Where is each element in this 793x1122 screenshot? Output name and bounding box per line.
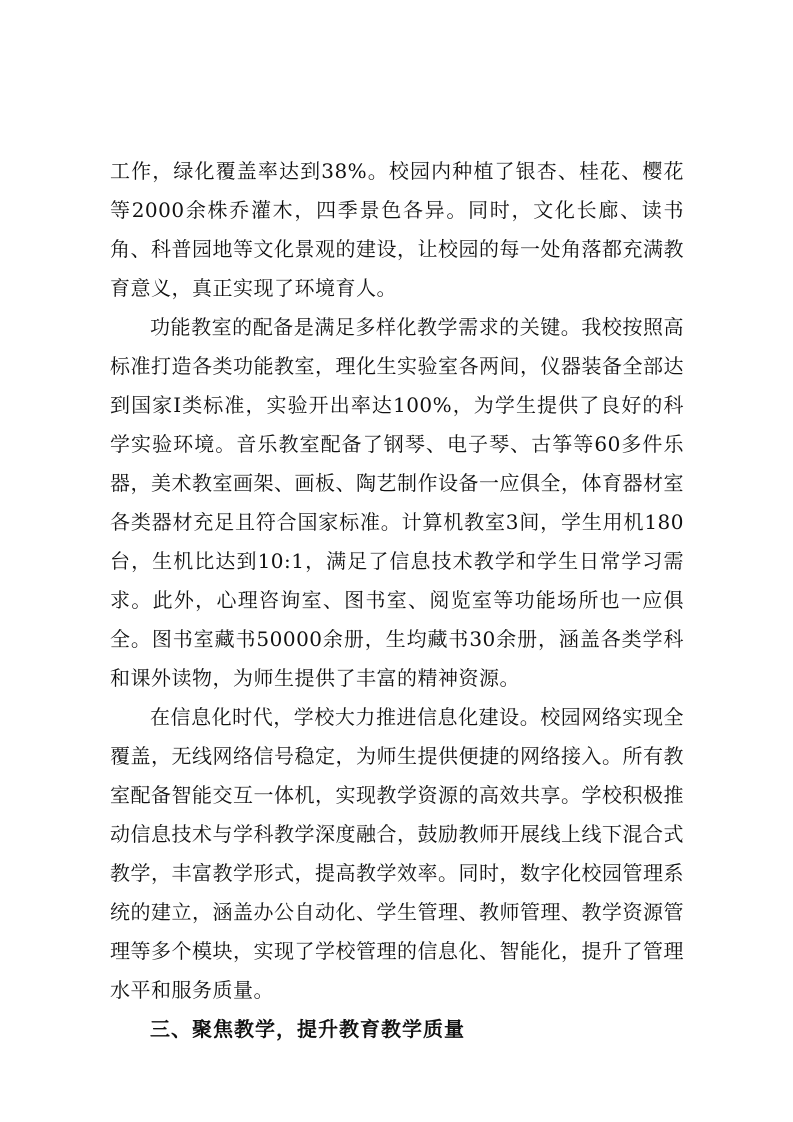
paragraph-informatization: 在信息化时代，学校大力推进信息化建设。校园网络实现全覆盖，无线网络信号稳定，为师生提供便捷的网络接入。所有教室配备智能交互一体机，实现教学资源的高效共享。学校积极推动信息技术与学科教学深度融合，鼓励教师开展线上线下混合式教学，丰富教学形式，提高教学效率。同时，数字化校园管理系统的建立，涵盖办公自动化、学生管理、教师管理、教学资源管理等多个模块，实现了学校管理的信息化、智能化，提升了管理水平和服务质量。 <box>110 705 684 1002</box>
paragraph-functional-classrooms: 功能教室的配备是满足多样化教学需求的关键。我校按照高标准打造各类功能教室，理化生实验室各两间，仪器装备全部达到国家I类标准，实验开出率达100%，为学生提供了良好的科学实验环境。音乐教室配备了钢琴、电子琴、古筝等60多件乐器，美术教室画架、画板、陶艺制作设备一应俱全，体育器材室各类器材充足且符合国家标准。计算机教室3间，学生用机180台，生机比达到10:1，满足了信息技术教学和学生日常学习需求。此外，心理咨询室、图书室、阅览室等功能场所也一应俱全。图书室藏书50000余册，生均藏书30余册，涵盖各类学科和课外读物，为师生提供了丰富的精神资源。 <box>110 315 684 690</box>
section-heading: 三、聚焦教学，提升教育教学质量 <box>150 1017 465 1041</box>
document-body <box>110 152 684 1049</box>
paragraph-continued: 工作，绿化覆盖率达到38%。校园内种植了银杏、桂花、樱花等2000余株乔灌木，四季景色各异。同时，文化长廊、读书角、科普园地等文化景观的建设，让校园的每一处角落都充满教育意义，真正实现了环境育人。 <box>110 159 684 300</box>
